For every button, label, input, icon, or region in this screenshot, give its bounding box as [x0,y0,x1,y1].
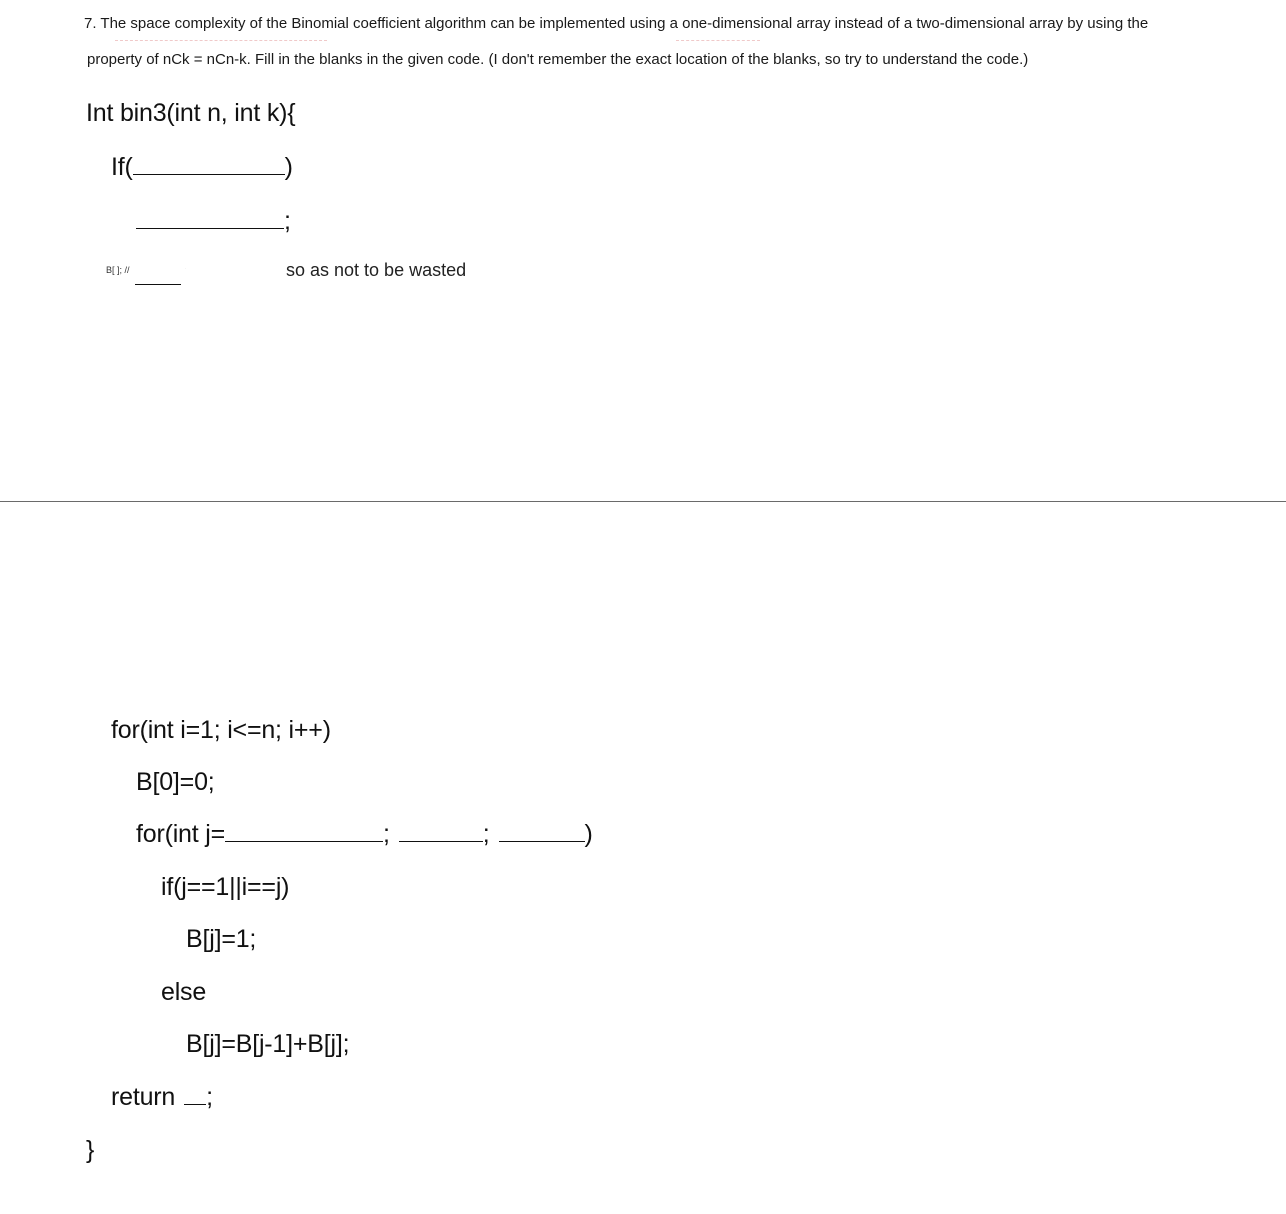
blank-return-value[interactable] [184,1103,206,1105]
blank-for-init[interactable] [225,840,383,842]
if-body-line [136,207,291,236]
if-body-semicolon: ; [284,207,291,235]
array-declaration: B[ ]; // [106,265,130,275]
array-comment: so as not to be wasted [286,260,467,280]
inner-for-close-paren: ) [584,820,593,848]
annotation-dash [676,40,760,41]
return-semicolon: ; [206,1083,213,1111]
inner-for-sep-1: ; [383,820,390,848]
blank-for-update[interactable] [499,840,585,842]
assign-sum: B[j]=B[j-1]+B[j]; [186,1030,350,1058]
assign-one: B[j]=1; [186,925,257,953]
return-line [111,1083,213,1112]
inner-for-sep-2: ; [482,820,490,848]
blank-if-body[interactable] [136,227,284,229]
blank-for-condition[interactable] [399,840,483,842]
if-keyword: If( [111,153,133,181]
blank-if-condition[interactable] [133,173,285,175]
blank-array-size[interactable] [135,284,181,285]
question-line-1: 7. The space complexity of the Binomial coefficient algorithm can be implemented using a one-dimensional array instead of a two-dimensional array by using the [84,15,1149,32]
if-close-paren: ) [284,153,293,181]
inner-if: if(j==1||i==j) [161,873,290,901]
function-header: Int bin3(int n, int k){ [86,99,296,127]
if-condition-line [111,153,293,182]
section-divider [0,501,1286,502]
inner-for-keyword: for(int j= [136,820,226,848]
closing-brace: } [86,1136,95,1164]
outer-for-loop: for(int i=1; i<=n; i++) [111,716,331,744]
question-line-2: property of nCk = nCn-k. Fill in the blanks in the given code. (I don't remember the exact location of the blanks, so try to understand the code.) [87,51,1029,68]
faint-mark: ˙ [185,267,187,272]
init-b0: B[0]=0; [136,768,215,796]
annotation-dash [115,40,327,41]
else-keyword: else [161,978,207,1006]
inner-for-loop [136,820,593,849]
return-keyword: return [111,1083,176,1111]
